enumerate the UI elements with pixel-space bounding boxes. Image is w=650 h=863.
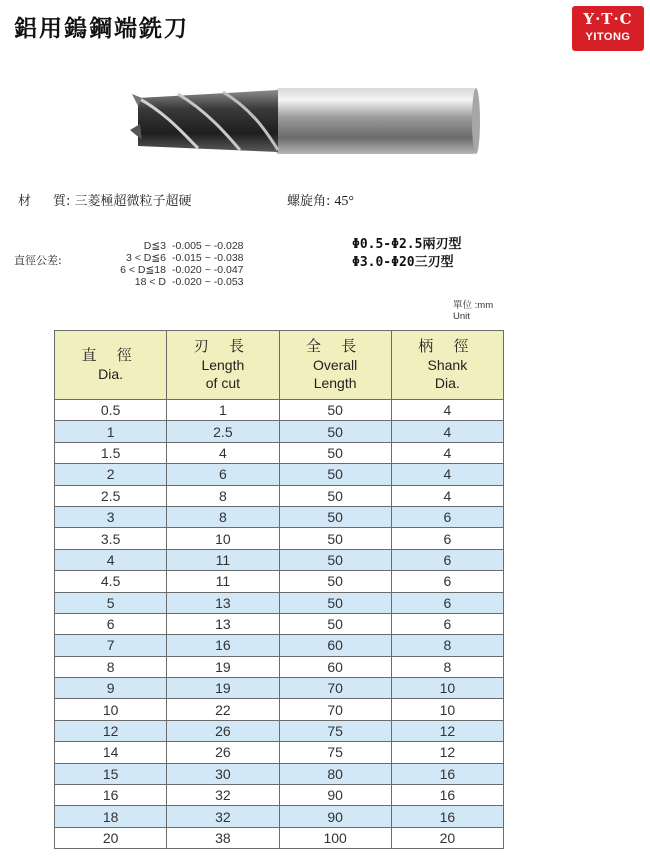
- cell-dia: 15: [55, 763, 167, 784]
- header-overall-length: [279, 331, 391, 400]
- table-row: [55, 464, 504, 485]
- cell-dia: 6: [55, 613, 167, 634]
- cell-dia: 2.5: [55, 485, 167, 506]
- cell-length-of-cut: 16: [167, 635, 279, 656]
- cell-dia: 5: [55, 592, 167, 613]
- table-row: [55, 806, 504, 827]
- cell-length-of-cut: 38: [167, 827, 279, 848]
- logo-mark: Y·T·C: [583, 10, 633, 28]
- cell-overall-length: 60: [279, 635, 391, 656]
- cell-dia: 9: [55, 678, 167, 699]
- cell-length-of-cut: 30: [167, 763, 279, 784]
- cell-shank-dia: 6: [391, 506, 503, 527]
- helix-angle: [287, 190, 354, 210]
- cell-length-of-cut: 1: [167, 400, 279, 421]
- material-label: 材: [18, 194, 32, 209]
- cell-dia: 7: [55, 635, 167, 656]
- tolerance-value: -0.015 ~ -0.038: [172, 252, 244, 264]
- cell-shank-dia: 6: [391, 592, 503, 613]
- table-row: [55, 827, 504, 848]
- header-en: Overall: [312, 357, 358, 373]
- cell-length-of-cut: 22: [167, 699, 279, 720]
- cell-dia: 14: [55, 742, 167, 763]
- table-row: [55, 400, 504, 421]
- table-row: [55, 678, 504, 699]
- helix-label: 螺旋角:: [287, 194, 331, 209]
- table-row: [55, 442, 504, 463]
- cell-shank-dia: 12: [391, 720, 503, 741]
- table-row: [55, 763, 504, 784]
- flute-type-three: Φ3.0-Φ20三刃型: [352, 255, 454, 270]
- header-en: Shank: [427, 357, 468, 373]
- cell-overall-length: 75: [279, 720, 391, 741]
- cell-length-of-cut: 32: [167, 785, 279, 806]
- header-en: Dia.: [98, 366, 124, 382]
- cell-dia: 3: [55, 506, 167, 527]
- cell-overall-length: 50: [279, 400, 391, 421]
- tolerance-range: 18 < D: [134, 276, 166, 288]
- tolerance-range: 6 < D≦18: [120, 264, 166, 276]
- cell-dia: 3.5: [55, 528, 167, 549]
- tolerance-row: [96, 264, 262, 276]
- spec-table: [54, 330, 504, 849]
- table-row: [55, 528, 504, 549]
- tolerance-range: D≦3: [143, 240, 166, 252]
- cell-overall-length: 50: [279, 592, 391, 613]
- cell-overall-length: 50: [279, 506, 391, 527]
- cell-dia: 20: [55, 827, 167, 848]
- cell-dia: 16: [55, 785, 167, 806]
- cell-shank-dia: 4: [391, 464, 503, 485]
- header-zh: 刃 長: [193, 338, 252, 355]
- cell-overall-length: 60: [279, 656, 391, 677]
- tolerance-label: 直徑公差:: [14, 254, 62, 267]
- cell-overall-length: 50: [279, 442, 391, 463]
- cell-dia: 2: [55, 464, 167, 485]
- header-zh: 直 徑: [81, 347, 140, 364]
- cell-shank-dia: 4: [391, 400, 503, 421]
- table-row: [55, 720, 504, 741]
- cell-length-of-cut: 32: [167, 806, 279, 827]
- cell-dia: 4.5: [55, 571, 167, 592]
- table-row: [55, 656, 504, 677]
- flute-type-list: [352, 236, 461, 272]
- cell-length-of-cut: 6: [167, 464, 279, 485]
- cell-overall-length: 50: [279, 613, 391, 634]
- cell-shank-dia: 10: [391, 699, 503, 720]
- cell-length-of-cut: 26: [167, 742, 279, 763]
- cell-shank-dia: 12: [391, 742, 503, 763]
- table-row: [55, 485, 504, 506]
- cell-shank-dia: 8: [391, 656, 503, 677]
- helix-value: 45°: [334, 194, 354, 209]
- header-en: Length: [313, 375, 357, 391]
- cell-length-of-cut: 13: [167, 613, 279, 634]
- end-mill-image: [128, 84, 488, 158]
- cell-shank-dia: 6: [391, 528, 503, 549]
- cell-shank-dia: 4: [391, 421, 503, 442]
- cell-length-of-cut: 8: [167, 506, 279, 527]
- table-row: [55, 785, 504, 806]
- cell-dia: 18: [55, 806, 167, 827]
- cell-shank-dia: 6: [391, 549, 503, 570]
- spec-header-row: [55, 331, 504, 400]
- cell-overall-length: 90: [279, 806, 391, 827]
- cell-dia: 8: [55, 656, 167, 677]
- cell-overall-length: 70: [279, 699, 391, 720]
- flute-type-two: Φ0.5-Φ2.5兩刃型: [352, 237, 462, 252]
- tolerance-row: [96, 240, 262, 252]
- cell-overall-length: 50: [279, 528, 391, 549]
- material-value: 三菱極超微粒子超硬: [74, 194, 192, 209]
- cell-overall-length: 50: [279, 464, 391, 485]
- cell-dia: 1.5: [55, 442, 167, 463]
- header-zh: 全 長: [306, 338, 365, 355]
- cell-shank-dia: 6: [391, 613, 503, 634]
- cell-dia: 4: [55, 549, 167, 570]
- cell-length-of-cut: 19: [167, 656, 279, 677]
- cell-overall-length: 80: [279, 763, 391, 784]
- tolerance-value: -0.005 ~ -0.028: [172, 240, 244, 252]
- table-row: [55, 592, 504, 613]
- cell-overall-length: 100: [279, 827, 391, 848]
- cell-dia: 1: [55, 421, 167, 442]
- cell-dia: 12: [55, 720, 167, 741]
- cell-length-of-cut: 4: [167, 442, 279, 463]
- header-dia: [55, 331, 167, 400]
- cell-overall-length: 75: [279, 742, 391, 763]
- table-row: [55, 699, 504, 720]
- cell-length-of-cut: 2.5: [167, 421, 279, 442]
- page-title: 鋁用鎢鋼端銑刀: [14, 16, 189, 42]
- cell-length-of-cut: 19: [167, 678, 279, 699]
- unit-line-en: Unit: [453, 311, 470, 322]
- table-row: [55, 506, 504, 527]
- material-label-2: 質:: [53, 194, 71, 209]
- header-shank-dia: [391, 331, 503, 400]
- cell-length-of-cut: 8: [167, 485, 279, 506]
- cell-dia: 10: [55, 699, 167, 720]
- unit-label: [453, 300, 493, 322]
- table-row: [55, 421, 504, 442]
- table-row: [55, 742, 504, 763]
- header-zh: 柄 徑: [418, 338, 477, 355]
- cell-shank-dia: 20: [391, 827, 503, 848]
- header-en: Dia.: [434, 375, 460, 391]
- cell-length-of-cut: 26: [167, 720, 279, 741]
- logo-text: YITONG: [585, 31, 631, 43]
- cell-overall-length: 70: [279, 678, 391, 699]
- tolerance-value: -0.020 ~ -0.053: [172, 276, 244, 288]
- cell-length-of-cut: 11: [167, 549, 279, 570]
- table-row: [55, 635, 504, 656]
- brand-logo: [572, 6, 644, 51]
- header-en: Length: [201, 357, 245, 373]
- cell-overall-length: 50: [279, 571, 391, 592]
- cell-shank-dia: 16: [391, 763, 503, 784]
- tolerance-value: -0.020 ~ -0.047: [172, 264, 244, 276]
- tolerance-row: [96, 276, 262, 288]
- header-length-of-cut: [167, 331, 279, 400]
- cell-overall-length: 50: [279, 485, 391, 506]
- cell-overall-length: 50: [279, 549, 391, 570]
- table-row: [55, 613, 504, 634]
- table-row: [55, 549, 504, 570]
- cell-shank-dia: 4: [391, 442, 503, 463]
- cell-shank-dia: 16: [391, 806, 503, 827]
- table-row: [55, 571, 504, 592]
- cell-shank-dia: 6: [391, 571, 503, 592]
- cell-shank-dia: 10: [391, 678, 503, 699]
- header-en: of cut: [205, 375, 240, 391]
- cell-overall-length: 50: [279, 421, 391, 442]
- tolerance-row: [96, 252, 262, 264]
- cell-overall-length: 90: [279, 785, 391, 806]
- unit-line-zh: 單位 :mm: [453, 300, 494, 311]
- tolerance-range: 3 < D≦6: [125, 252, 166, 264]
- cell-dia: 0.5: [55, 400, 167, 421]
- tolerance-table: [96, 240, 262, 288]
- material-spec: [18, 190, 192, 209]
- cell-shank-dia: 16: [391, 785, 503, 806]
- cell-shank-dia: 8: [391, 635, 503, 656]
- cell-length-of-cut: 11: [167, 571, 279, 592]
- cell-length-of-cut: 13: [167, 592, 279, 613]
- cell-length-of-cut: 10: [167, 528, 279, 549]
- cell-shank-dia: 4: [391, 485, 503, 506]
